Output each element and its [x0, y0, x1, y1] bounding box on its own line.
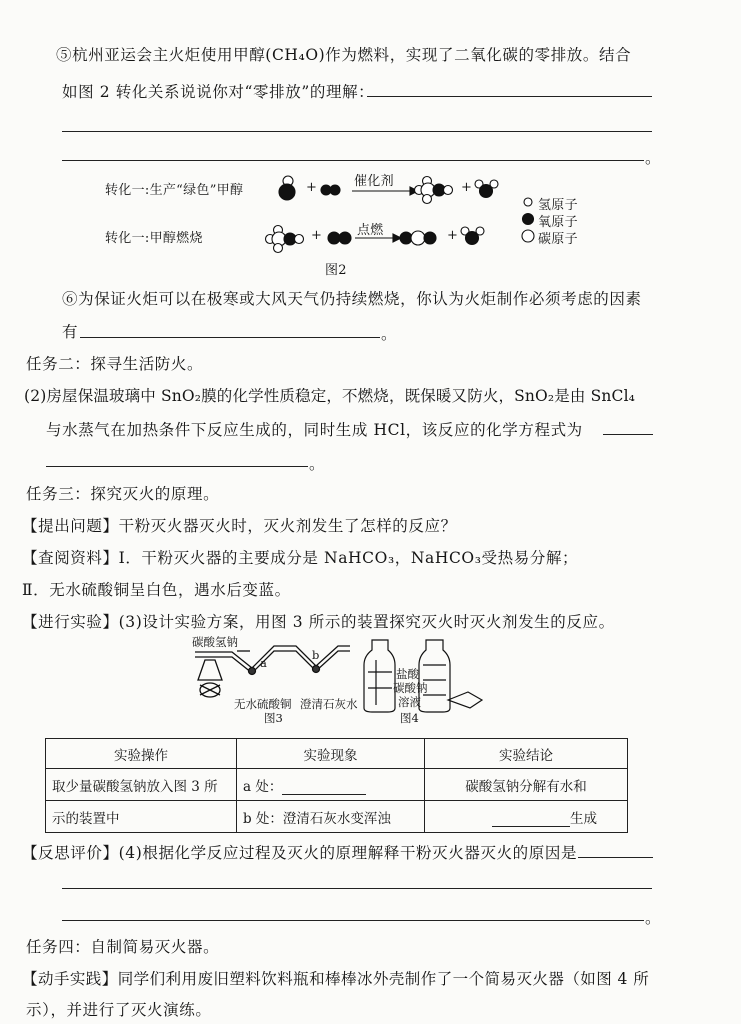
q6-line1: ⑥为保证火炬可以在极寒或大风天气仍持续燃烧，你认为火炬制作必须考虑的因素 — [62, 290, 642, 308]
table-obs-a — [237, 769, 425, 801]
task2-title: 任务二：探寻生活防火。 — [26, 355, 204, 373]
task3-info1: 【查阅资料】Ⅰ．干粉灭火器的主要成分是 NaHCO₃，NaHCO₃受热易分解； — [22, 549, 579, 567]
task4-title: 任务四：自制简易灭火器。 — [26, 938, 220, 956]
task3-info2: Ⅱ．无水硫酸铜呈白色，遇水后变蓝。 — [22, 581, 291, 599]
q5-end-mark: 。 — [645, 149, 662, 167]
table-row — [46, 801, 628, 833]
bottle-1 — [364, 640, 395, 712]
table-obs-a-blank[interactable] — [282, 782, 366, 795]
legend-oxygen-label: 氧原子 — [538, 215, 578, 230]
table-conc-suffix: 生成 — [570, 810, 597, 827]
fig2-row2-condition: 点燃 — [357, 223, 384, 238]
bulb-b — [313, 666, 320, 673]
fig2-row2-label: 转化一:甲醇燃烧 — [105, 231, 203, 246]
q5-line1: ⑤杭州亚运会主火炬使用甲醇(CH₄O)作为燃料，实现了二氧化碳的零排放。结合 — [56, 46, 632, 64]
table-row — [46, 769, 628, 801]
experiment-table — [45, 738, 628, 833]
fig2-row1-label: 转化一:生产“绿色”甲醇 — [105, 183, 244, 198]
hand-icon — [448, 692, 482, 708]
fig4-caption: 图4 — [400, 711, 419, 725]
fig3-point-b: b — [312, 648, 320, 662]
bottle-2 — [419, 640, 450, 712]
table-conc-blank[interactable] — [492, 814, 570, 827]
q6-end-mark: 。 — [381, 325, 398, 343]
table-header-observation: 实验现象 — [237, 739, 425, 769]
table-header-row — [46, 739, 628, 769]
task2-q2-line1: (2)房屋保温玻璃中 SnO₂膜的化学性质稳定，不燃烧，既保暖又防火，SnO₂是由 SnCl₄ — [24, 387, 636, 405]
q4-answer-blank-3[interactable] — [62, 920, 644, 921]
fig2-caption: 图2 — [325, 263, 347, 278]
q5-line2: 如图 2 转化关系说说你对“零排放”的理解： — [62, 83, 375, 101]
table-conc-line2 — [425, 801, 628, 833]
task4-line2: 示），并进行了灭火演练。 — [26, 1001, 212, 1019]
fig2-plus-2: + — [461, 180, 473, 195]
fig3-label-b: 澄清石灰水 — [300, 697, 358, 711]
burner-stand — [198, 660, 222, 680]
q4-answer-blank-1[interactable] — [578, 857, 653, 858]
task3-title: 任务三：探究灭火的原理。 — [26, 485, 220, 503]
task3-question: 【提出问题】干粉灭火器灭火时，灭火剂发生了怎样的反应？ — [22, 517, 457, 535]
fig3-label-a: 无水硫酸铜 — [234, 697, 292, 711]
fig3-caption: 图3 — [264, 711, 283, 725]
table-header-operation: 实验操作 — [46, 739, 237, 769]
fig4-label-hcl: 盐酸 — [396, 667, 419, 681]
fig4-label-na2co3: 碳酸钠 — [393, 681, 428, 695]
task3-experiment: 【进行实验】(3)设计实验方案，用图 3 所示的装置探究灭火时灭火剂发生的反应。 — [22, 613, 615, 631]
q4-end-mark: 。 — [645, 909, 662, 927]
table-conc-line1: 碳酸氢钠分解有水和 — [425, 769, 628, 801]
q6-line2-prefix: 有 — [62, 323, 79, 341]
fig2-row1-condition: 催化剂 — [354, 174, 394, 189]
q4-line1: 【反思评价】(4)根据化学反应过程及灭火的原理解释干粉灭火器灭火的原因是 — [22, 844, 578, 862]
bulb-a — [249, 668, 256, 675]
task2-q2-line2: 与水蒸气在加热条件下反应生成的，同时生成 HCl，该反应的化学方程式为 — [46, 421, 583, 439]
fig2-plus-4: + — [447, 228, 459, 243]
table-obs-a-label: a 处： — [243, 778, 283, 795]
table-op-line1: 取少量碳酸氢钠放入图 3 所 — [46, 769, 237, 801]
fig2-plus-1: + — [306, 180, 318, 195]
task2-end-mark: 。 — [309, 455, 326, 473]
task4-line1: 【动手实践】同学们利用废旧塑料饮料瓶和棒棒冰外壳制作了一个简易灭火器（如图 4 所 — [22, 970, 650, 988]
legend-carbon-label: 碳原子 — [538, 232, 578, 247]
table-header-conclusion: 实验结论 — [425, 739, 628, 769]
legend-hydrogen-label: 氢原子 — [538, 198, 578, 213]
fig2-plus-3: + — [311, 228, 323, 243]
q4-answer-blank-2[interactable] — [62, 888, 652, 889]
fig3-label-top: 碳酸氢钠 — [192, 635, 238, 649]
fig4-label-solution: 溶液 — [398, 695, 421, 709]
table-obs-b: b 处：澄清石灰水变浑浊 — [237, 801, 425, 833]
fig3-point-a: a — [260, 656, 267, 670]
table-op-line2: 示的装置中 — [46, 801, 237, 833]
